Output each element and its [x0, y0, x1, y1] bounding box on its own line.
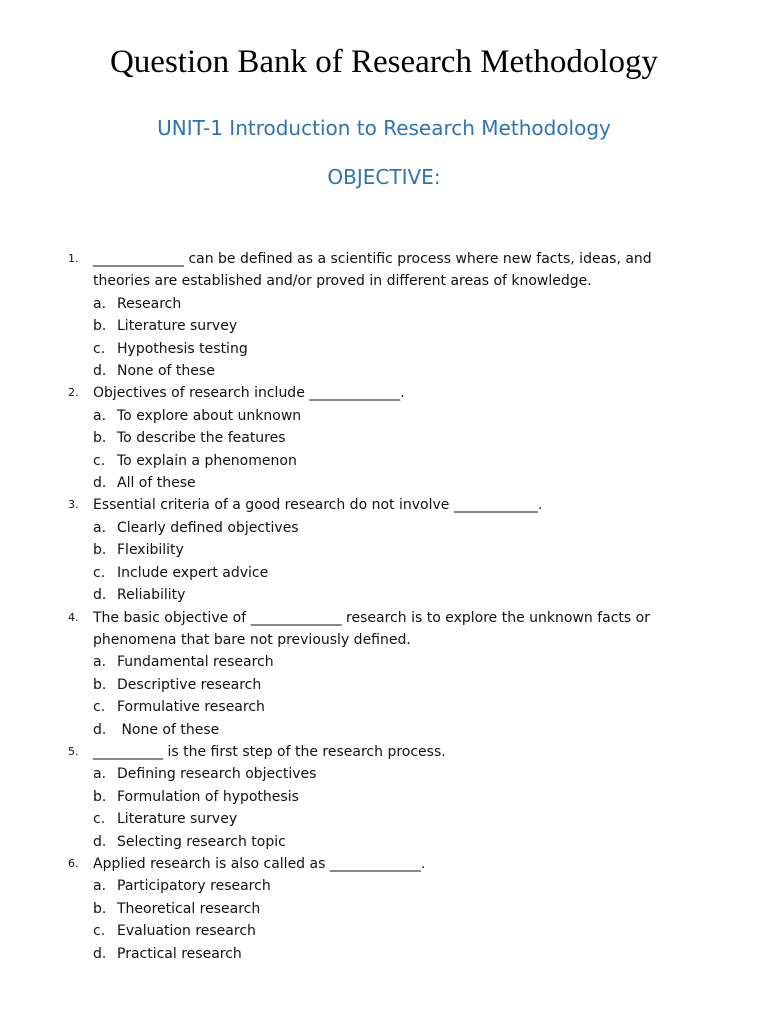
question-number: 1. [68, 252, 79, 265]
option-letter: b. [93, 788, 107, 805]
option-text: Defining research objectives [117, 766, 317, 783]
option-letter: d. [93, 363, 107, 380]
question-text: __________ is the first step of the research process. [93, 743, 446, 760]
question-number: 2. [68, 386, 79, 400]
option-letter: d. [93, 833, 107, 850]
option-item [93, 450, 693, 472]
option-item [93, 293, 693, 315]
option-item [93, 427, 693, 449]
option-item [93, 517, 693, 539]
option-list [93, 517, 693, 607]
question-item [0, 607, 693, 741]
option-text: None of these [117, 363, 215, 380]
option-letter: b. [93, 676, 107, 693]
option-text: Evaluation research [117, 923, 256, 940]
option-letter: b. [93, 542, 107, 559]
option-letter: a. [93, 519, 107, 536]
option-list [93, 405, 693, 495]
option-letter: d. [93, 721, 107, 738]
option-text: Hypothesis testing [117, 340, 248, 357]
option-item [93, 584, 693, 606]
option-text: Formulation of hypothesis [117, 788, 299, 805]
question-number: 3. [68, 498, 79, 512]
option-letter: a. [93, 407, 107, 424]
option-item [93, 808, 693, 830]
question-item [0, 741, 693, 853]
option-item [93, 763, 693, 785]
option-text: To explore about unknown [117, 407, 302, 424]
option-list [93, 763, 693, 853]
option-letter: c. [93, 699, 106, 716]
option-item [93, 405, 693, 427]
option-text: Formulative research [117, 699, 265, 716]
option-item [93, 338, 693, 360]
question-text: _____________ can be defined as a scientific process where new facts, ideas, and theories are established and/or proved in different areas of knowledge. [93, 251, 652, 290]
option-item [93, 786, 693, 808]
option-letter: c. [93, 564, 106, 581]
option-letter: a. [93, 878, 107, 895]
option-text: Clearly defined objectives [117, 519, 299, 536]
option-item [93, 943, 693, 965]
option-text: To describe the features [117, 430, 286, 447]
option-item [93, 472, 693, 494]
option-list [93, 651, 693, 741]
option-text: Literature survey [117, 811, 238, 828]
option-letter: b. [93, 318, 107, 335]
option-item [93, 696, 693, 718]
question-number: 4. [68, 610, 79, 624]
option-text: None of these [117, 721, 220, 738]
option-item [93, 315, 693, 337]
option-letter: c. [93, 452, 106, 469]
option-letter: a. [93, 766, 107, 783]
option-item [93, 562, 693, 584]
option-text: Descriptive research [117, 676, 262, 693]
option-text: To explain a phenomenon [117, 452, 297, 469]
section-heading: OBJECTIVE: [327, 165, 441, 189]
option-text: Flexibility [117, 542, 184, 559]
option-item [93, 831, 693, 853]
option-letter: c. [93, 811, 106, 828]
unit-heading: UNIT-1 Introduction to Research Methodology [157, 116, 611, 140]
question-text: Essential criteria of a good research do not involve ____________. [93, 497, 543, 514]
option-letter: d. [93, 587, 107, 604]
option-list [93, 875, 693, 965]
option-text: Reliability [117, 587, 186, 604]
option-item [93, 898, 693, 920]
question-number: 5. [68, 744, 79, 758]
document-title: Question Bank of Research Methodology [109, 44, 659, 80]
option-item [93, 719, 693, 741]
option-letter: c. [93, 340, 106, 357]
option-text: All of these [117, 475, 196, 492]
option-text: Research [117, 295, 182, 312]
option-letter: a. [93, 295, 107, 312]
option-text: Selecting research topic [117, 833, 286, 850]
option-text: Theoretical research [117, 900, 261, 917]
option-list [93, 293, 693, 383]
option-text: Participatory research [117, 878, 271, 895]
option-item [93, 875, 693, 897]
option-letter: c. [93, 923, 106, 940]
question-text: Objectives of research include _____________. [93, 385, 405, 402]
option-text: Literature survey [117, 318, 238, 335]
question-item [0, 494, 693, 606]
option-text: Fundamental research [117, 654, 274, 671]
option-letter: b. [93, 430, 107, 447]
option-item [93, 920, 693, 942]
option-letter: d. [93, 945, 107, 962]
option-text: Include expert advice [117, 564, 269, 581]
option-letter: a. [93, 654, 107, 671]
question-item [0, 248, 693, 382]
question-item [0, 382, 693, 494]
question-text: Applied research is also called as _____________. [93, 855, 426, 872]
question-text: The basic objective of _____________ research is to explore the unknown facts or phenomena that bare not previously defined. [93, 609, 650, 648]
option-item [93, 360, 693, 382]
option-text: Practical research [117, 945, 242, 962]
option-item [93, 651, 693, 673]
question-item [0, 853, 693, 965]
option-item [93, 674, 693, 696]
question-list [0, 248, 768, 965]
question-number: 6. [68, 856, 79, 870]
option-item [93, 539, 693, 561]
option-letter: b. [93, 900, 107, 917]
option-letter: d. [93, 475, 107, 492]
